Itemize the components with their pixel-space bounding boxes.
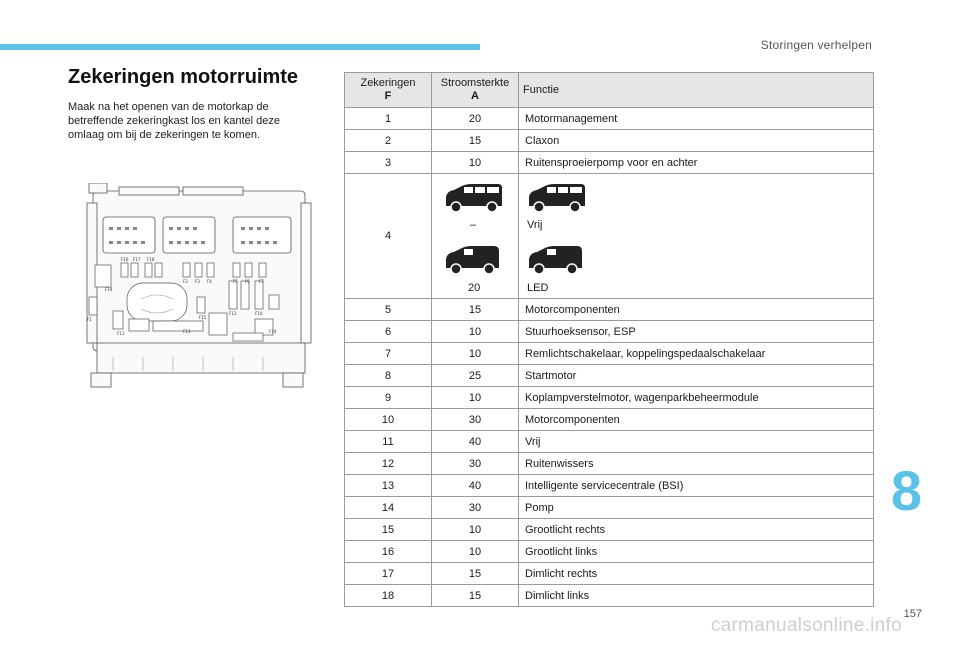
function-variant-b: LED xyxy=(527,282,549,294)
fuse-label-f1: F1 xyxy=(87,317,92,322)
amperage: 20 xyxy=(432,108,519,130)
amperage: 30 xyxy=(432,409,519,431)
fuse-rows-top xyxy=(345,108,874,174)
function-description: Stuurhoeksensor, ESP xyxy=(519,321,874,343)
fuse-number: 12 xyxy=(345,453,432,475)
function-description: Grootlicht rechts xyxy=(519,519,874,541)
fuse-number: 6 xyxy=(345,321,432,343)
function-description: Grootlicht links xyxy=(519,541,874,563)
table-row xyxy=(345,321,874,343)
fuse-table xyxy=(344,72,874,607)
function-description: Dimlicht rechts xyxy=(519,563,874,585)
intro-paragraph: Maak na het openen van de motorkap de betreffende zekeringkast los en kantel deze omlaag om bij de zekeringen te komen. xyxy=(68,101,280,141)
amperage: 30 xyxy=(432,453,519,475)
amperage: 30 xyxy=(432,497,519,519)
fuse-number: 2 xyxy=(345,130,432,152)
table-row xyxy=(345,585,874,607)
fuse-number: 10 xyxy=(345,409,432,431)
function-variant-a: Vrij xyxy=(527,219,543,231)
fuse-label-f15: F15 xyxy=(199,315,207,320)
page-title: Zekeringen motorruimte xyxy=(68,66,299,88)
function-description: Motorcomponenten xyxy=(519,409,874,431)
amperage: 10 xyxy=(432,541,519,563)
van-long-icon xyxy=(442,182,504,214)
header-amperage-unit: A xyxy=(471,90,479,102)
header-function: Functie xyxy=(519,73,874,108)
function-description: Startmotor xyxy=(519,365,874,387)
fuse-label-f19: F19 xyxy=(105,287,113,292)
amperage: 10 xyxy=(432,321,519,343)
fuse-number: 1 xyxy=(345,108,432,130)
table-row xyxy=(345,152,874,174)
fuse-number: 4 xyxy=(345,174,432,299)
table-row xyxy=(345,343,874,365)
section-header: Storingen verhelpen xyxy=(760,38,872,52)
amperage: 25 xyxy=(432,365,519,387)
amperage-variant-a: – xyxy=(470,219,477,231)
header-fuse-unit: F xyxy=(384,90,392,102)
fuse-label-f2: F2 xyxy=(183,279,188,284)
van-short-variant-icon xyxy=(525,244,587,276)
amperage: 10 xyxy=(432,152,519,174)
amperage-variants xyxy=(432,174,519,299)
van-short-icon xyxy=(442,244,504,276)
function-description: Ruitenwissers xyxy=(519,453,874,475)
amperage: 15 xyxy=(432,563,519,585)
fuse-label-f10: F10 xyxy=(255,311,263,316)
fuse-label-f18: F18 xyxy=(147,257,155,262)
amperage: 15 xyxy=(432,585,519,607)
header-fuse xyxy=(345,73,432,108)
fuse-label-f14: F14 xyxy=(269,329,277,334)
table-row xyxy=(345,431,874,453)
function-description: Dimlicht links xyxy=(519,585,874,607)
fuse-row-4-group xyxy=(345,174,874,299)
table-row xyxy=(345,563,874,585)
fuse-label-f6: F6 xyxy=(245,279,250,284)
header-amperage-label: Stroomsterkte xyxy=(440,77,510,89)
function-description: Intelligente servicecentrale (BSI) xyxy=(519,475,874,497)
amperage: 10 xyxy=(432,519,519,541)
fuse-label-f13: F13 xyxy=(183,329,191,334)
fuse-label-f5: F5 xyxy=(233,279,238,284)
table-row xyxy=(345,497,874,519)
fuse-number: 13 xyxy=(345,475,432,497)
fuse-label-f3: F3 xyxy=(195,279,200,284)
amperage: 10 xyxy=(432,343,519,365)
fuse-number: 9 xyxy=(345,387,432,409)
table-row xyxy=(345,519,874,541)
fuse-number: 11 xyxy=(345,431,432,453)
table-row xyxy=(345,409,874,431)
fuse-number: 14 xyxy=(345,497,432,519)
fuse-label-f11: F11 xyxy=(117,331,125,336)
fuse-label-f17: F17 xyxy=(133,257,141,262)
function-description: Ruitensproeierpomp voor en achter xyxy=(519,152,874,174)
van-long-variant-icon xyxy=(525,182,587,214)
function-description: Vrij xyxy=(519,431,874,453)
fuse-rows-bottom xyxy=(345,299,874,607)
function-description: Claxon xyxy=(519,130,874,152)
fuse-number: 5 xyxy=(345,299,432,321)
table-row xyxy=(345,130,874,152)
table-row xyxy=(345,541,874,563)
chapter-number: 8 xyxy=(890,459,922,522)
table-row xyxy=(345,108,874,130)
table-row xyxy=(345,475,874,497)
function-variants xyxy=(519,174,874,299)
fuse-number: 16 xyxy=(345,541,432,563)
amperage: 15 xyxy=(432,130,519,152)
fuse-label-f4: F4 xyxy=(207,279,212,284)
header-amperage xyxy=(432,73,519,108)
amperage-variant-b: 20 xyxy=(468,282,481,294)
page-number: 157 xyxy=(903,608,922,620)
amperage: 10 xyxy=(432,387,519,409)
amperage: 15 xyxy=(432,299,519,321)
amperage: 40 xyxy=(432,475,519,497)
fuse-number: 15 xyxy=(345,519,432,541)
table-row xyxy=(345,387,874,409)
table-row xyxy=(345,453,874,475)
fuse-number: 18 xyxy=(345,585,432,607)
function-description: Pomp xyxy=(519,497,874,519)
fuse-number: 3 xyxy=(345,152,432,174)
fuse-table-header-row xyxy=(345,73,874,108)
header-fuse-label: Zekeringen xyxy=(360,77,416,89)
amperage: 40 xyxy=(432,431,519,453)
function-description: Motormanagement xyxy=(519,108,874,130)
fuse-label-f12: F12 xyxy=(229,311,237,316)
function-description: Motorcomponenten xyxy=(519,299,874,321)
function-description: Koplampverstelmotor, wagenparkbeheermodule xyxy=(519,387,874,409)
header-accent-bar xyxy=(0,44,480,50)
fuse-number: 8 xyxy=(345,365,432,387)
function-description: Remlichtschakelaar, koppelingspedaalschakelaar xyxy=(519,343,874,365)
watermark: carmanualsonline.info xyxy=(710,615,902,636)
fuse-label-f7: F7 xyxy=(259,279,264,284)
table-row xyxy=(345,299,874,321)
table-row xyxy=(345,174,874,299)
table-row xyxy=(345,365,874,387)
fuse-box-diagram xyxy=(83,183,313,393)
fuse-label-f16: F16 xyxy=(121,257,129,262)
fuse-number: 7 xyxy=(345,343,432,365)
fuse-number: 17 xyxy=(345,563,432,585)
